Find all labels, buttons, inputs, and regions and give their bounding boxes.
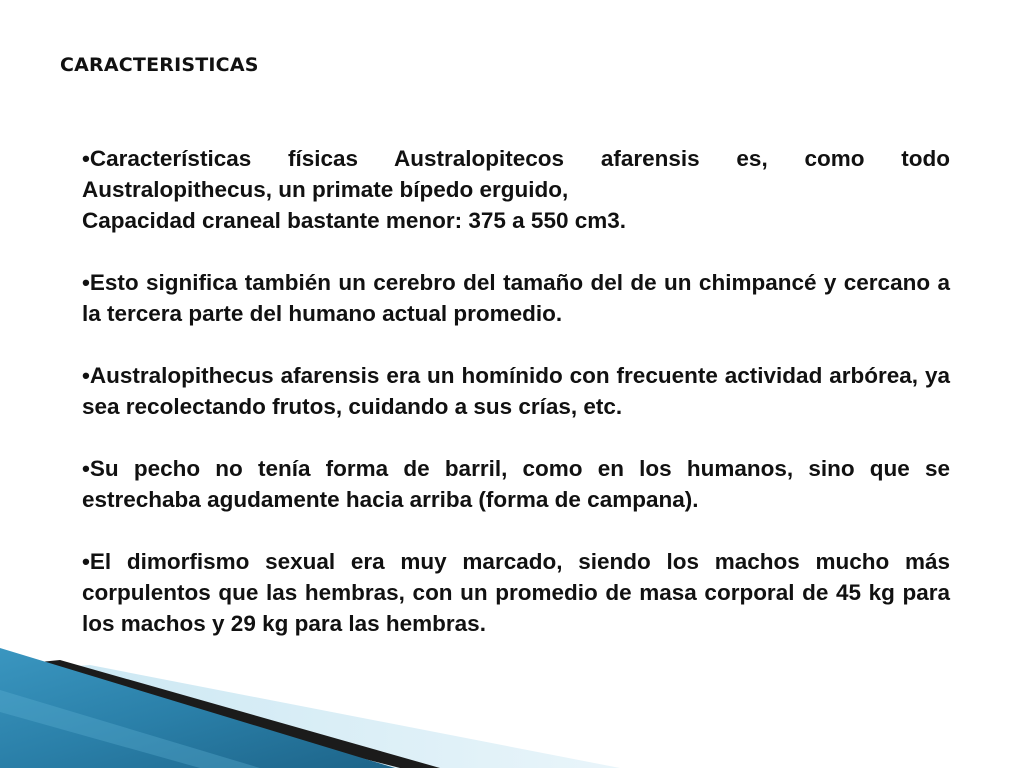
slide-body <box>82 143 950 639</box>
bullet-paragraph-1 <box>82 143 950 236</box>
bullet-paragraph-2 <box>82 267 950 329</box>
blue-highlight <box>0 690 260 768</box>
blue-band <box>0 648 395 768</box>
bullet-1-text: •Características físicas Australopitecos afarensis es, como todo Australopithecus, un primate bípedo erguido, <box>82 146 950 202</box>
bullet-2-text: •Esto significa también un cerebro del tamaño del de un chimpancé y cercano a la tercera parte del humano actual promedio. <box>82 270 950 326</box>
bullet-paragraph-4 <box>82 453 950 515</box>
bullet-4-text: •Su pecho no tenía forma de barril, como en los humanos, sino que se estrechaba agudamente hacia arriba (forma de campana). <box>82 456 950 512</box>
bullet-3-text: •Australopithecus afarensis era un homínido con frecuente actividad arbórea, ya sea recolectando frutos, cuidando a sus crías, etc. <box>82 363 950 419</box>
slide-title: CARACTERISTICAS <box>60 54 259 76</box>
bullet-paragraph-5 <box>82 546 950 639</box>
bullet-paragraph-3 <box>82 360 950 422</box>
bullet-5-text: •El dimorfismo sexual era muy marcado, siendo los machos mucho más corpulentos que las hembras, con un promedio de masa corporal de 45 kg para los machos y 29 kg para las hembras. <box>82 549 950 636</box>
dark-band <box>0 660 440 768</box>
bullet-1-continuation: Capacidad craneal bastante menor: 375 a 550 cm3. <box>82 208 627 233</box>
light-blue-band <box>0 665 620 768</box>
